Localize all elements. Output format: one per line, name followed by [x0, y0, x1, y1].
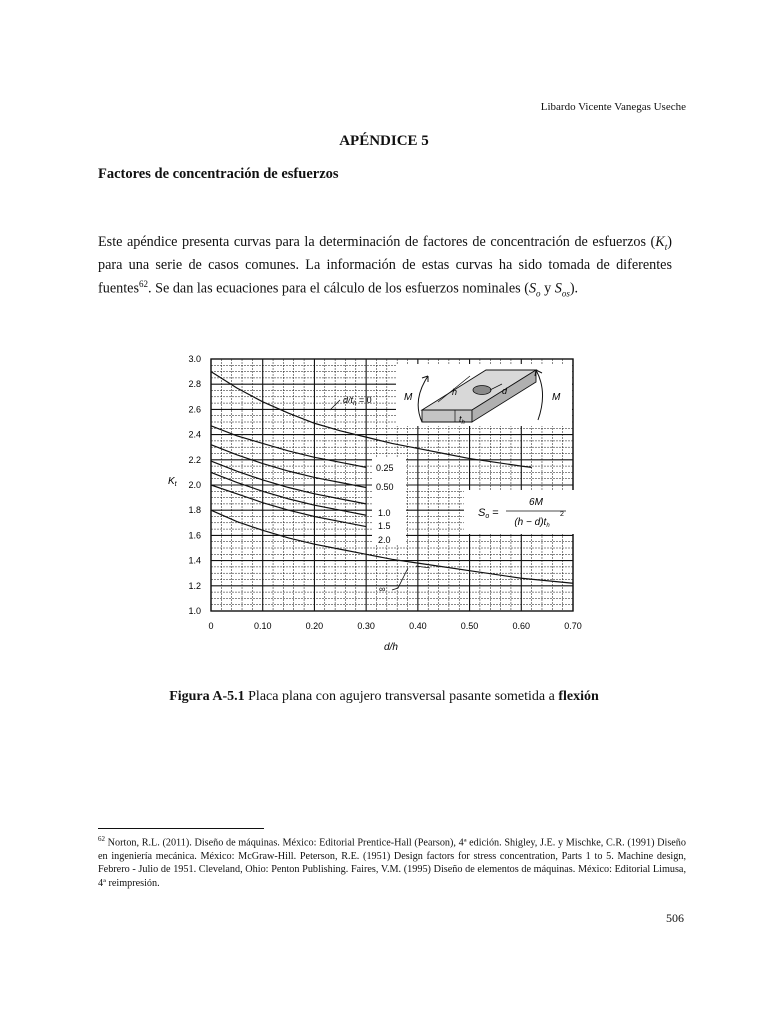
svg-text:So =: So = — [478, 507, 499, 520]
height-label: h — [452, 387, 458, 397]
svg-text:6M: 6M — [529, 497, 543, 508]
y-tick-label: 2.0 — [188, 480, 201, 490]
x-tick-label: 0.70 — [564, 621, 582, 631]
y-tick-label: 2.8 — [188, 379, 201, 390]
x-tick-label: 0 — [208, 621, 214, 631]
y-tick-label: 2.4 — [188, 429, 201, 440]
plate-diagram — [396, 364, 572, 426]
diameter-label: d — [502, 386, 508, 396]
y-tick-label: 2.2 — [188, 454, 201, 465]
y-tick-label: 1.0 — [188, 606, 201, 616]
thickness-label: $t_h$ — [459, 414, 465, 426]
curve-label-025: 0.25 — [376, 463, 394, 473]
y-tick-label: 1.4 — [188, 555, 201, 566]
running-header-author: Libardo Vicente Vanegas Useche — [540, 101, 686, 113]
svg-text:2: 2 — [560, 511, 564, 518]
y-tick-label: 1.2 — [188, 580, 201, 591]
curve-label-050: 0.50 — [376, 482, 394, 492]
y-axis-label: $K_t$ — [168, 476, 177, 488]
appendix-title: APÉNDICE 5 — [339, 133, 429, 149]
intro-paragraph: Este apéndice presenta curvas para la determinación de factores de concentración de esfuerzos $(K_t)$ para una serie de casos comunes. La información de estas curvas ha sido tomada de diferentes fuentes$^{62}$. Se dan las ecuaciones para el cálculo de los esfuerzos nominales ($S_o$ y $S_{os}$). — [98, 234, 672, 299]
svg-text:(h − d)th: $(h - d)t_h$ — [514, 517, 550, 529]
y-tick-label: 2.6 — [188, 404, 201, 415]
x-axis-label: d/h — [384, 642, 398, 653]
curve-label-15: 1.5 — [378, 521, 391, 531]
hole-shape — [473, 386, 491, 395]
curve-label-inf-leader — [392, 566, 430, 590]
x-tick-label: 0.40 — [409, 621, 427, 631]
x-tick-label: 0.10 — [253, 621, 272, 631]
footnote-reference[interactable]: 62 — [138, 278, 148, 289]
footnote-rule — [98, 828, 264, 829]
y-tick-label: 3.0 — [188, 354, 201, 364]
y-tick-label: 1.6 — [188, 530, 201, 541]
x-tick-label: 0.60 — [512, 621, 531, 631]
page-number: 506 — [666, 911, 684, 925]
footnote-marker: 62 — [98, 835, 105, 843]
curve-label-10: 1.0 — [378, 508, 391, 518]
x-tick-label: 0.50 — [460, 621, 479, 631]
x-tick-label: 0.20 — [305, 621, 324, 631]
curve-label-20: 2.0 — [378, 535, 391, 545]
moment-label-left: M — [404, 392, 413, 403]
stress-concentration-chart — [150, 340, 600, 660]
moment-label-right: M — [552, 392, 561, 403]
nominal-stress-equation — [464, 490, 584, 534]
curve-label-inf: ∞ — [379, 584, 386, 594]
x-tick-label: 0.30 — [357, 621, 375, 631]
curve-4 — [211, 472, 366, 515]
y-tick-label: 1.8 — [188, 505, 201, 516]
footnote: $^{62}$ Norton, R.L. (2011). Diseño de máquinas. México: Editorial Prentice-Hall (Pearson), 4ª edición. Shigley, J.E. y Mischke, C.R. (1991) Diseño en ingeniería mecánica. México: McGraw-Hill. Peterson, R.E. (1951) Design factors for stress concentration, Parts 1 to 5. Machine design, Febrero - Julio de 1951. Cleveland, Ohio: Penton Publishing. Faires, V.M. (1995) Diseño de elementos de máquinas. México: Editorial Limusa, 4ª reimpresión. — [98, 835, 686, 889]
figure-caption: Figura A-5.1 Placa plana con agujero transversal pasante sometida a flexión — [169, 689, 599, 704]
curve-label-0: $d/t_h = 0$ — [343, 395, 372, 407]
section-title: Factores de concentración de esfuerzos — [98, 166, 339, 182]
